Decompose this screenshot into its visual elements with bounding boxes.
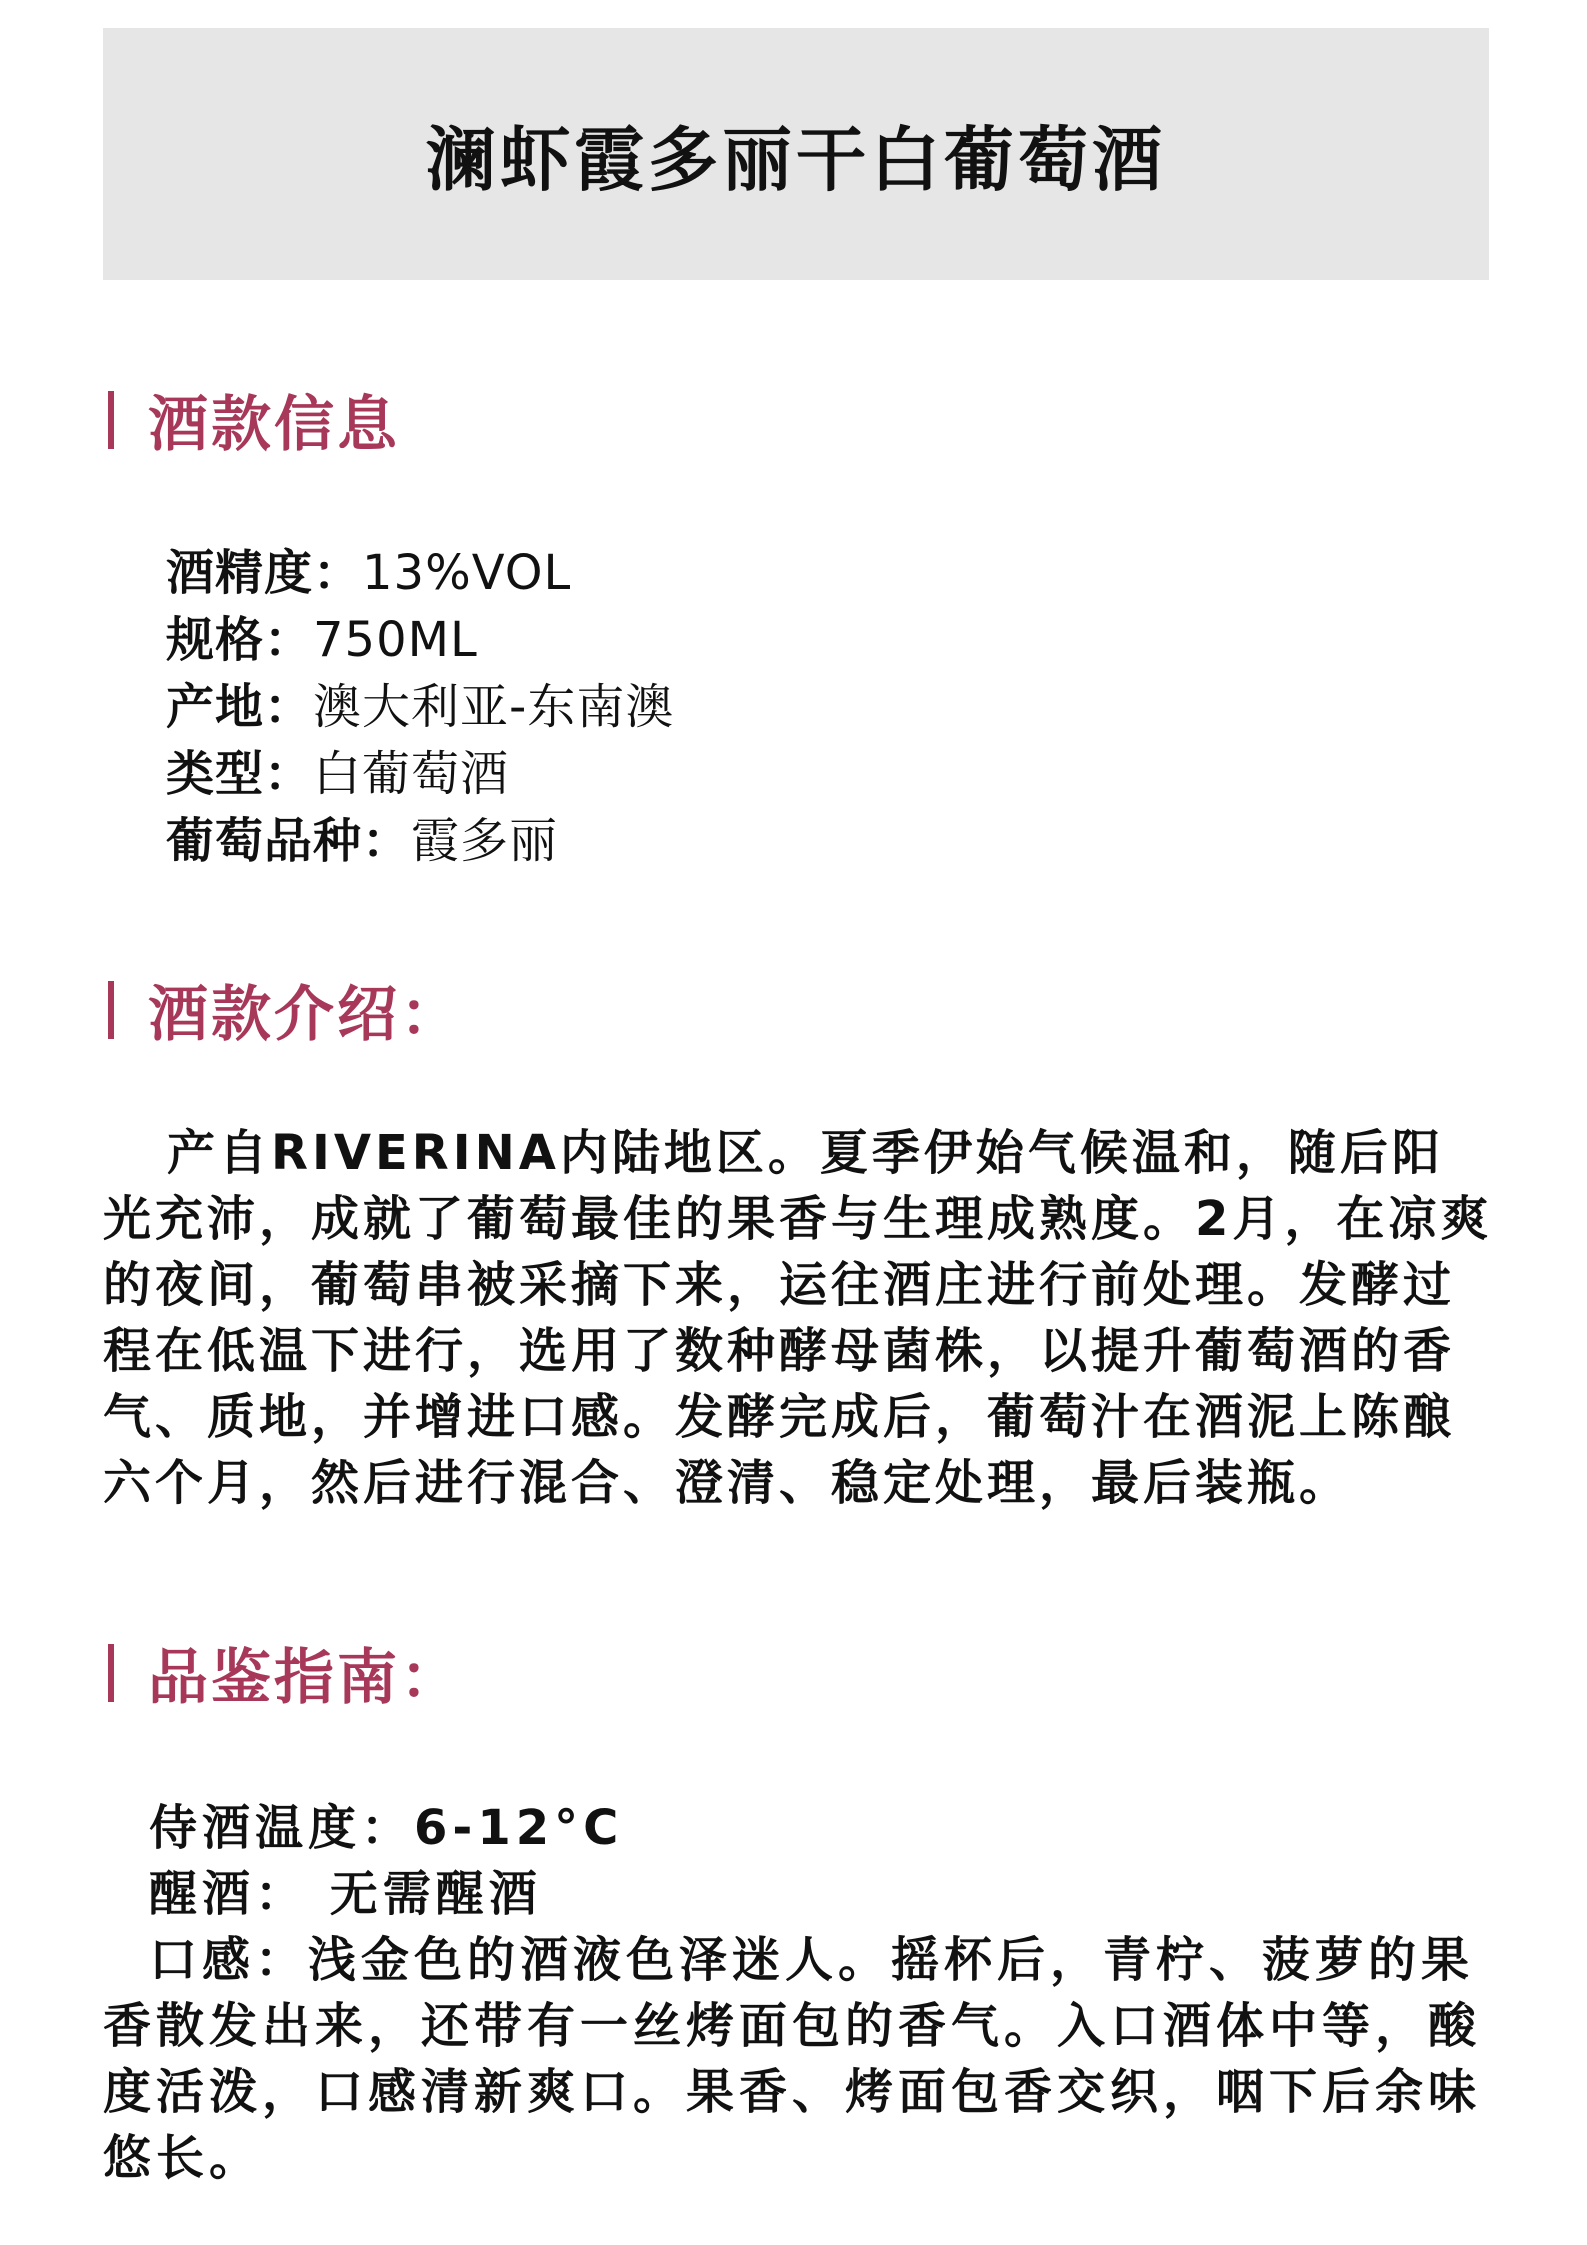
info-item-grape: 葡萄品种：霞多丽 <box>166 813 559 869</box>
title-banner <box>103 28 1489 280</box>
section-accent-bar <box>108 1644 114 1702</box>
section-heading-label: 品鉴指南： <box>148 1643 463 1713</box>
info-item-volume: 规格：750ML <box>166 612 478 668</box>
intro-paragraph: 产自RIVERINA内陆地区。夏季伊始气候温和，随后阳光充沛，成就了葡萄最佳的果香与生理成熟度。2月，在凉爽的夜间，葡萄串被采摘下来，运往酒庄进行前处理。发酵过程在低温下进行，选用了数种酵母菌株，以提升葡萄酒的香气、质地，并增进口感。发酵完成后，葡萄汁在酒泥上陈酿六个月，然后进行混合、澄清、稳定处理，最后装瓶。 <box>103 1125 1493 1511</box>
section-heading-label: 酒款介绍： <box>148 980 463 1050</box>
section-heading-info <box>108 380 400 460</box>
info-item-origin: 产地：澳大利亚-东南澳 <box>166 679 675 735</box>
section-heading-intro <box>108 970 463 1050</box>
decanting: 醒酒： 无需醒酒 <box>149 1866 542 1922</box>
section-heading-tasting <box>108 1633 463 1713</box>
info-item-type: 类型：白葡萄酒 <box>166 746 510 802</box>
page-title: 澜虾霞多丽干白葡萄酒 <box>426 118 1166 201</box>
section-accent-bar <box>108 391 114 449</box>
serving-temperature: 侍酒温度：6-12°C <box>149 1800 624 1856</box>
section-heading-label: 酒款信息 <box>148 390 400 460</box>
wine-info-list <box>166 540 674 875</box>
section-accent-bar <box>108 981 114 1039</box>
palate-description: 口感：浅金色的酒液色泽迷人。摇杯后，青柠、菠萝的果香散发出来，还带有一丝烤面包的香气。入口酒体中等，酸度活泼，口感清新爽口。果香、烤面包香交织，咽下后余味悠长。 <box>103 1932 1482 2186</box>
tasting-guide <box>103 1795 1483 2191</box>
info-item-abv: 酒精度：13%VOL <box>166 545 572 601</box>
